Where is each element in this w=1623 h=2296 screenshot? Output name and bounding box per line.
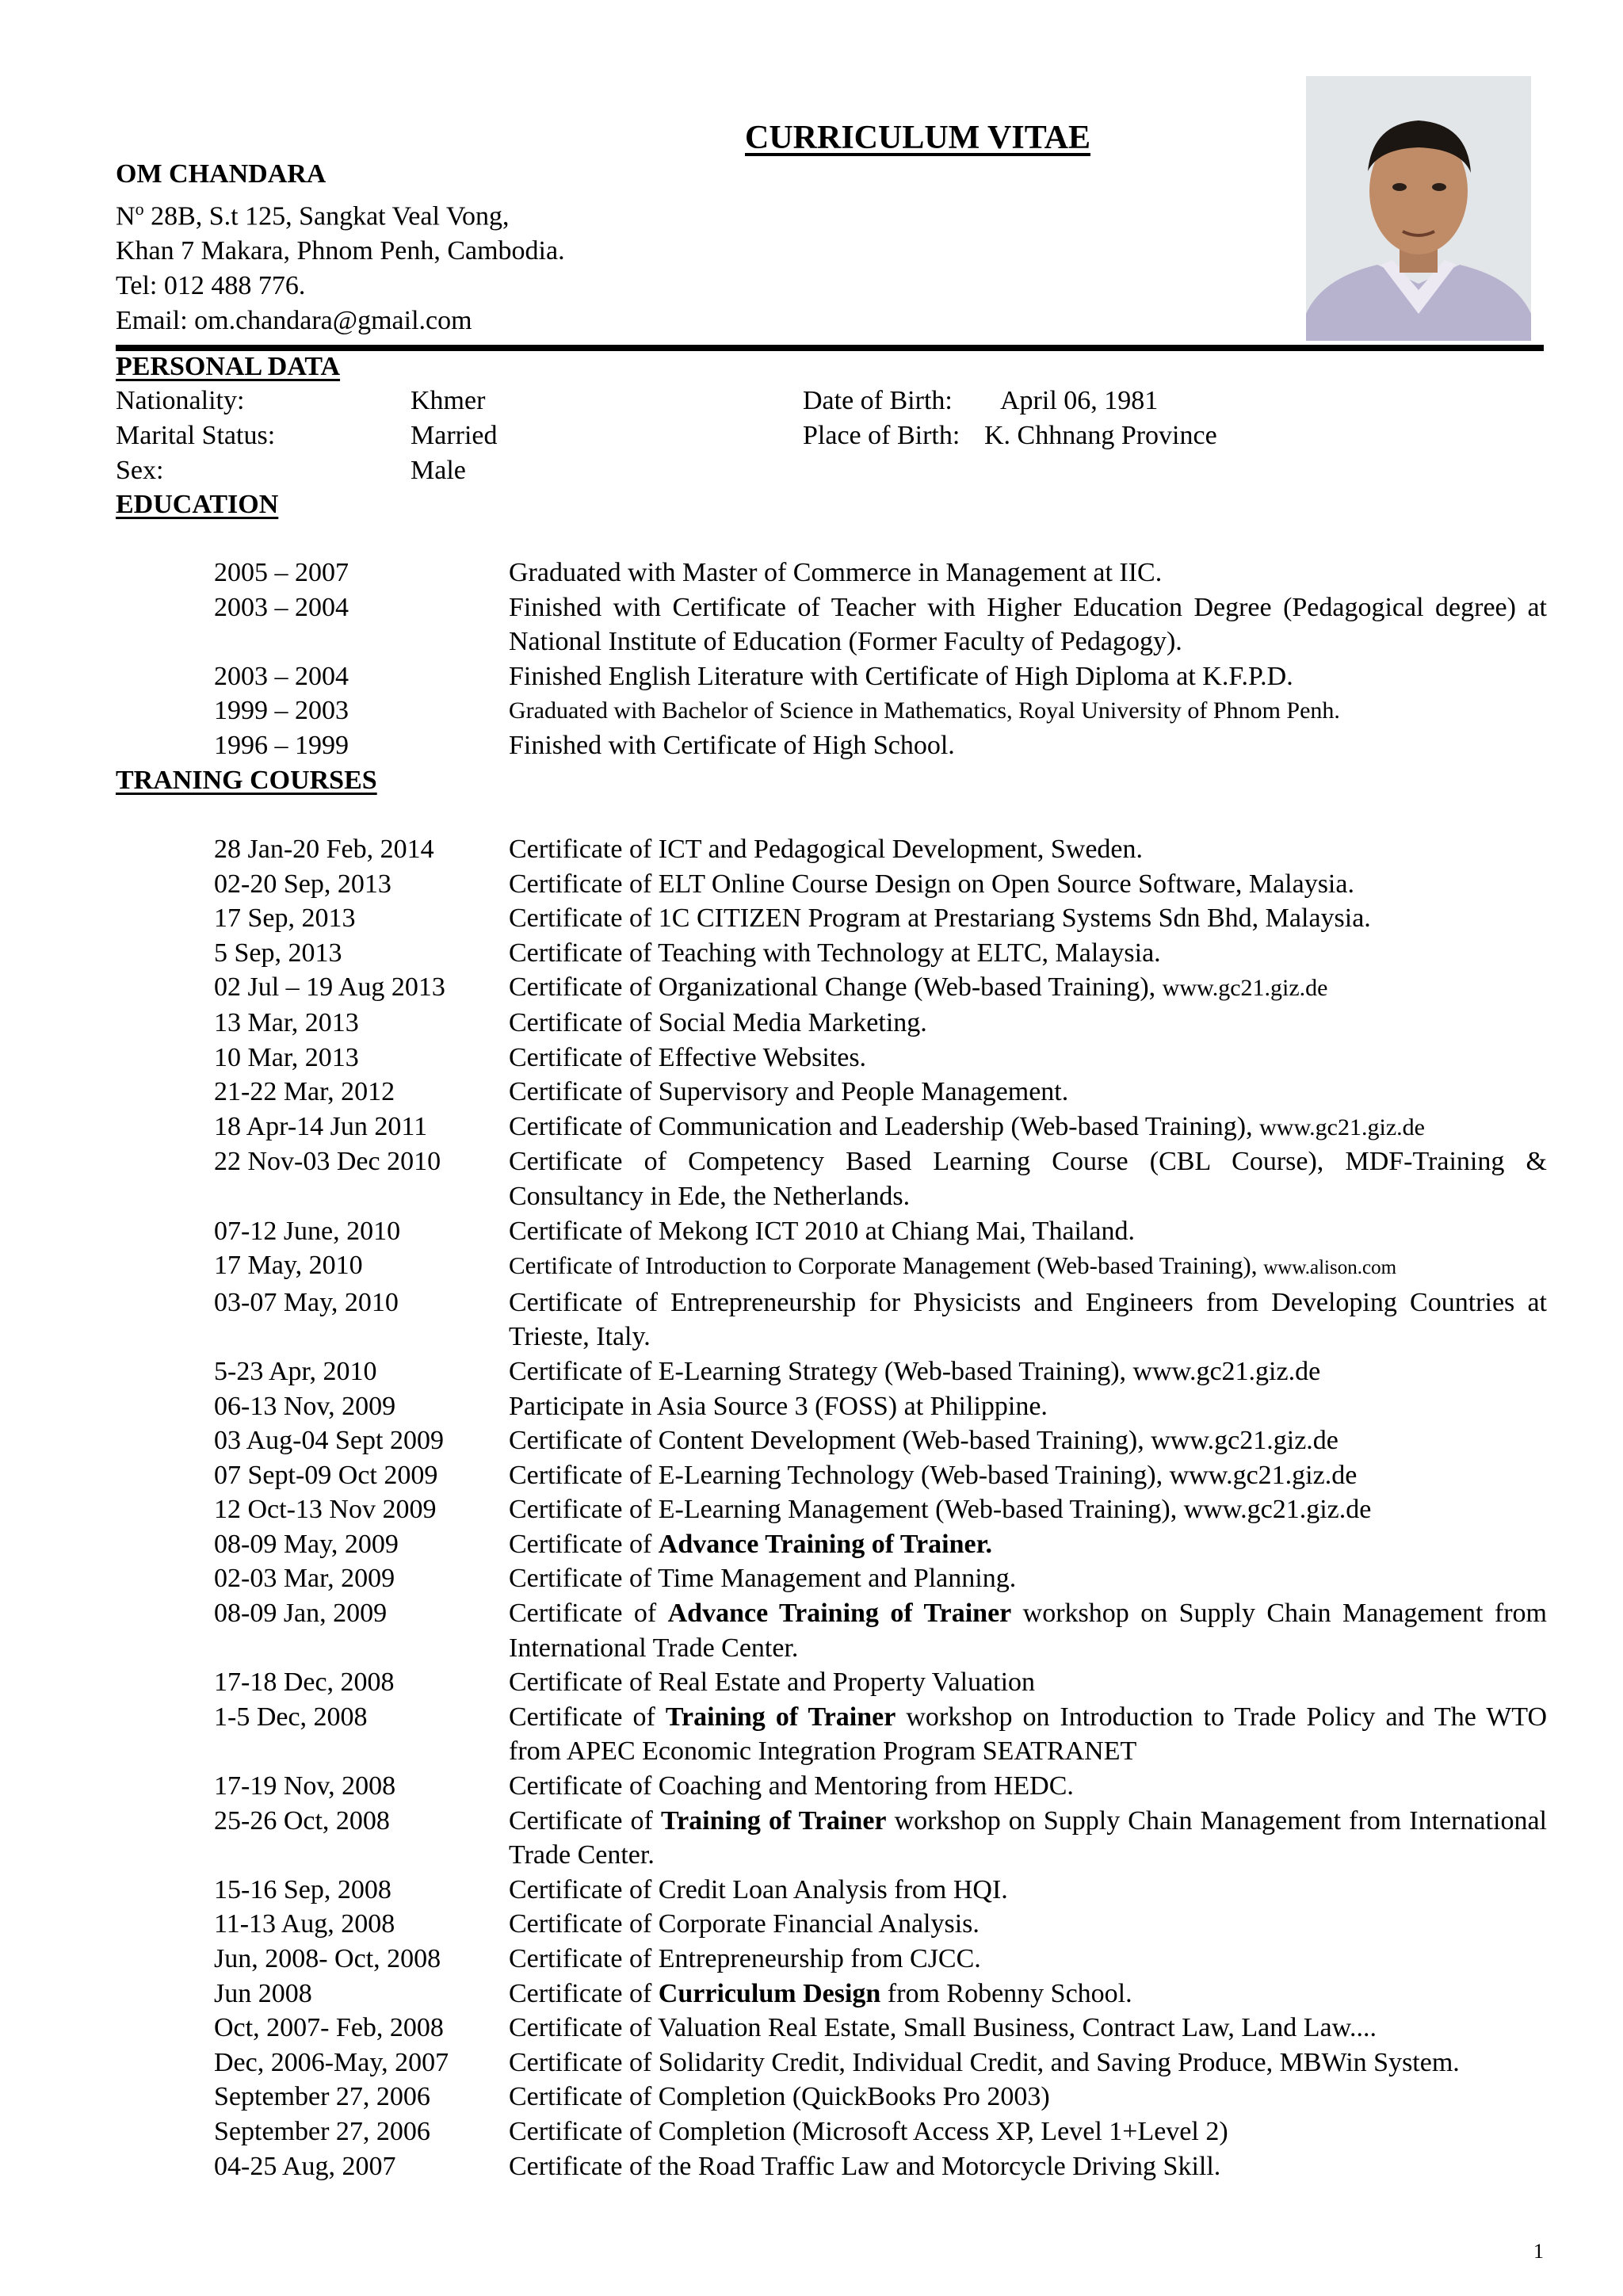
entry-date: 06-13 Nov, 2009	[214, 1391, 396, 1421]
list-item	[214, 1075, 1547, 1110]
list-item	[214, 1110, 1547, 1145]
entry-date: September 27, 2006	[214, 2116, 430, 2146]
entry-text-bold: Advance Training of Trainer.	[658, 1529, 993, 1559]
address-line-2: Khan 7 Makara, Phnom Penh, Cambodia.	[116, 236, 565, 266]
entry-date: 03 Aug-04 Sept 2009	[214, 1426, 444, 1456]
list-item	[214, 693, 1547, 728]
list-item	[214, 1700, 1547, 1769]
list-item	[214, 1561, 1547, 1596]
entry-text: Certificate of Valuation Real Estate, Small Business, Contract Law, Land Law....	[509, 2013, 1377, 2043]
list-item	[214, 1423, 1547, 1458]
entry-date: 1996 – 1999	[214, 730, 349, 760]
list-item	[214, 1006, 1547, 1041]
entry-text: Certificate of E-Learning Strategy (Web-based Training), www.gc21.giz.de	[509, 1356, 1321, 1386]
entry-date: 17-19 Nov, 2008	[214, 1771, 396, 1801]
list-item	[214, 2080, 1547, 2115]
entry-text	[509, 1110, 1547, 1145]
entry-text: Participate in Asia Source 3 (FOSS) at Philippine.	[509, 1391, 1048, 1421]
entry-date: 02 Jul – 19 Aug 2013	[214, 972, 445, 1003]
personal-data-heading: PERSONAL DATA	[116, 352, 341, 381]
entry-text: Certificate of Effective Websites.	[509, 1042, 867, 1072]
entry-date: 10 Mar, 2013	[214, 1042, 359, 1072]
entry-text: Certificate of Time Management and Planning.	[509, 1564, 1017, 1594]
list-item	[214, 1942, 1547, 1977]
entry-date: 03-07 May, 2010	[214, 1287, 399, 1317]
entry-date: 21-22 Mar, 2012	[214, 1077, 395, 1107]
entry-date: 17 May, 2010	[214, 1251, 363, 1281]
applicant-name: OM CHANDARA	[116, 159, 327, 189]
nationality-label: Nationality:	[116, 386, 245, 415]
entry-text-after: workshop on Supply Chain Management from International Trade Center.	[509, 1805, 1547, 1870]
entry-date: 22 Nov-03 Dec 2010	[214, 1147, 441, 1177]
marital-label: Marital Status:	[116, 421, 276, 450]
list-item	[214, 1977, 1547, 2011]
entry-text-bold: Advance Training of Trainer	[667, 1599, 1012, 1629]
entry-date: September 27, 2006	[214, 2082, 430, 2112]
entry-text: Certificate of ELT Online Course Design on Open Source Software, Malaysia.	[509, 869, 1354, 899]
entry-text: Certificate of Entrepreneurship for Physicists and Engineers from Developing Countries at Trieste, Italy.	[509, 1287, 1547, 1352]
sex-label: Sex:	[116, 456, 164, 485]
entry-text	[509, 1527, 1547, 1562]
entry-text: Finished with Certificate of High School.	[509, 730, 955, 760]
list-item	[214, 1458, 1547, 1493]
list-item	[214, 728, 1547, 763]
entry-text: Certificate of Coaching and Mentoring from HEDC.	[509, 1771, 1074, 1801]
entry-text: Certificate of Content Development (Web-based Training), www.gc21.giz.de	[509, 1426, 1338, 1456]
list-item	[214, 1214, 1547, 1249]
entry-text-body: Certificate of Communication and Leadership (Web-based Training),	[509, 1111, 1260, 1141]
list-item	[214, 1804, 1547, 1873]
entry-text: Certificate of Credit Loan Analysis from HQI.	[509, 1874, 1008, 1904]
list-item	[214, 1492, 1547, 1527]
entry-date: Jun 2008	[214, 1978, 312, 2008]
list-item	[214, 832, 1547, 867]
education-list	[214, 556, 1547, 763]
entry-date: 5 Sep, 2013	[214, 938, 342, 968]
entry-date: 04-25 Aug, 2007	[214, 2151, 396, 2181]
entry-text: Certificate of the Road Traffic Law and Motorcycle Driving Skill.	[509, 2151, 1221, 2181]
list-item	[214, 1769, 1547, 1804]
entry-text-bold: Training of Trainer	[660, 1805, 887, 1836]
entry-date: 08-09 May, 2009	[214, 1529, 399, 1559]
address-line-1	[116, 192, 565, 234]
entry-date: 1999 – 2003	[214, 696, 349, 726]
list-item	[214, 2046, 1547, 2080]
entry-text	[509, 1700, 1547, 1769]
list-item	[214, 1907, 1547, 1942]
entry-date: 02-20 Sep, 2013	[214, 869, 391, 899]
page-title: CURRICULUM VITAE	[745, 120, 1090, 156]
entry-date: Jun, 2008- Oct, 2008	[214, 1944, 441, 1973]
entry-text-body: Certificate of	[509, 1978, 659, 2008]
entry-text: Certificate of Teaching with Technology at ELTC, Malaysia.	[509, 938, 1161, 968]
entry-date: 07 Sept-09 Oct 2009	[214, 1460, 438, 1490]
entry-text-after: workshop on Supply Chain Management from International Trade Center.	[509, 1599, 1548, 1663]
page-number: 1	[1533, 2240, 1544, 2263]
entry-text-body: Certificate of	[509, 1599, 668, 1629]
entry-text	[509, 1248, 1547, 1286]
entry-link[interactable]: www.gc21.giz.de	[1162, 975, 1328, 1002]
entry-date: 17-18 Dec, 2008	[214, 1668, 395, 1698]
person-portrait-image	[1306, 76, 1531, 341]
address-number-superscript: o	[135, 199, 144, 219]
list-item	[214, 1873, 1547, 1908]
entry-text: Certificate of ICT and Pedagogical Development, Sweden.	[509, 835, 1144, 864]
entry-text: Certificate of Solidarity Credit, Individual Credit, and Saving Produce, MBWin System.	[509, 2047, 1460, 2077]
entry-date: 2003 – 2004	[214, 661, 349, 691]
list-item	[214, 556, 1547, 590]
entry-date: 5-23 Apr, 2010	[214, 1356, 377, 1386]
entry-date: 1-5 Dec, 2008	[214, 1702, 368, 1732]
pob-label: Place of Birth:	[803, 421, 960, 450]
list-item	[214, 1527, 1547, 1562]
entry-text: Certificate of Real Estate and Property Valuation	[509, 1668, 1036, 1698]
telephone: Tel: 012 488 776.	[116, 271, 306, 301]
entry-text: Finished with Certificate of Teacher with Higher Education Degree (Pedagogical degree) at National Institute of Education (Former Faculty of Pedagogy).	[509, 592, 1547, 657]
entry-text-body: Certificate of Introduction to Corporate Management (Web-based Training),	[509, 1251, 1264, 1280]
pob-value: K. Chhnang Province	[984, 421, 1217, 450]
training-heading: TRANING COURSES	[116, 766, 377, 795]
entry-date: 07-12 June, 2010	[214, 1216, 401, 1246]
entry-date: 13 Mar, 2013	[214, 1007, 359, 1037]
entry-date: Oct, 2007- Feb, 2008	[214, 2013, 444, 2043]
entry-text-body: Certificate of	[509, 1805, 661, 1836]
entry-text: Finished English Literature with Certificate of High Diploma at K.F.P.D.	[509, 661, 1293, 691]
entry-link[interactable]: www.alison.com	[1263, 1257, 1397, 1279]
list-item	[214, 2149, 1547, 2184]
list-item	[214, 2115, 1547, 2149]
training-list	[214, 832, 1547, 2183]
entry-text: Graduated with Bachelor of Science in Mathematics, Royal University of Phnom Penh.	[509, 697, 1340, 724]
entry-date: 18 Apr-14 Jun 2011	[214, 1111, 428, 1141]
entry-text-body: Certificate of Organizational Change (Web-based Training),	[509, 972, 1163, 1003]
address-line-1-text: 28B, S.t 125, Sangkat Veal Vong,	[143, 201, 510, 231]
entry-text: Certificate of Competency Based Learning Course (CBL Course), MDF-Training & Consultancy in Ede, the Netherlands.	[509, 1147, 1547, 1211]
list-item	[214, 1286, 1547, 1354]
education-heading: EDUCATION	[116, 490, 279, 519]
entry-text: Certificate of Completion (Microsoft Access XP, Level 1+Level 2)	[509, 2116, 1228, 2146]
list-item	[214, 590, 1547, 659]
list-item	[214, 936, 1547, 971]
entry-text: Certificate of Corporate Financial Analysis.	[509, 1909, 980, 1939]
entry-text	[509, 1977, 1547, 2011]
address-number-prefix: N	[116, 201, 136, 231]
list-item	[214, 1665, 1547, 1700]
entry-date: 02-03 Mar, 2009	[214, 1564, 395, 1594]
entry-text: Certificate of E-Learning Technology (Web-based Training), www.gc21.giz.de	[509, 1460, 1358, 1490]
list-item	[214, 659, 1547, 694]
dob-value: April 06, 1981	[1000, 386, 1159, 415]
entry-text: Certificate of E-Learning Management (Web-based Training), www.gc21.giz.de	[509, 1495, 1372, 1525]
entry-date: 28 Jan-20 Feb, 2014	[214, 835, 434, 864]
entry-text: Certificate of Completion (QuickBooks Pro 2003)	[509, 2082, 1050, 2112]
list-item	[214, 867, 1547, 902]
entry-text	[509, 1804, 1547, 1873]
contact-block	[116, 157, 565, 338]
entry-text: Certificate of Social Media Marketing.	[509, 1007, 927, 1037]
entry-date: Dec, 2006-May, 2007	[214, 2047, 449, 2077]
entry-text: Certificate of Mekong ICT 2010 at Chiang Mai, Thailand.	[509, 1216, 1136, 1246]
list-item	[214, 1389, 1547, 1424]
list-item	[214, 901, 1547, 936]
list-item	[214, 970, 1547, 1006]
sex-value: Male	[411, 456, 466, 485]
entry-text-body: Certificate of	[509, 1702, 666, 1732]
entry-text-bold: Training of Trainer	[665, 1702, 896, 1732]
entry-text-body: Certificate of	[509, 1529, 659, 1559]
profile-photo	[1306, 76, 1531, 341]
entry-date: 15-16 Sep, 2008	[214, 1874, 391, 1904]
nationality-value: Khmer	[411, 386, 486, 415]
list-item	[214, 1144, 1547, 1213]
entry-date: 17 Sep, 2013	[214, 904, 356, 934]
entry-text: Certificate of Entrepreneurship from CJCC.	[509, 1944, 981, 1973]
entry-text-after: workshop on Introduction to Trade Policy and The WTO from APEC Economic Integration Program SEATRANET	[509, 1702, 1547, 1767]
entry-text	[509, 1596, 1547, 1665]
entry-text-bold: Curriculum Design	[658, 1978, 881, 2008]
entry-date: 11-13 Aug, 2008	[214, 1909, 395, 1939]
list-item	[214, 1596, 1547, 1665]
entry-text-after: from Robenny School.	[880, 1978, 1132, 2008]
entry-text: Graduated with Master of Commerce in Management at IIC.	[509, 558, 1163, 587]
entry-text: Certificate of Supervisory and People Management.	[509, 1077, 1069, 1107]
list-item	[214, 1354, 1547, 1389]
list-item	[214, 1248, 1547, 1286]
entry-date: 08-09 Jan, 2009	[214, 1599, 388, 1629]
entry-link[interactable]: www.gc21.giz.de	[1259, 1114, 1425, 1140]
list-item	[214, 1041, 1547, 1075]
list-item	[214, 2011, 1547, 2046]
entry-text	[509, 970, 1547, 1006]
dob-label: Date of Birth:	[803, 386, 953, 415]
marital-value: Married	[411, 421, 498, 450]
entry-date: 2003 – 2004	[214, 592, 349, 622]
entry-text: Certificate of 1C CITIZEN Program at Prestariang Systems Sdn Bhd, Malaysia.	[509, 904, 1371, 934]
entry-date: 25-26 Oct, 2008	[214, 1805, 390, 1836]
email[interactable]: Email: om.chandara@gmail.com	[116, 306, 472, 336]
entry-date: 2005 – 2007	[214, 558, 349, 587]
entry-date: 12 Oct-13 Nov 2009	[214, 1495, 437, 1525]
